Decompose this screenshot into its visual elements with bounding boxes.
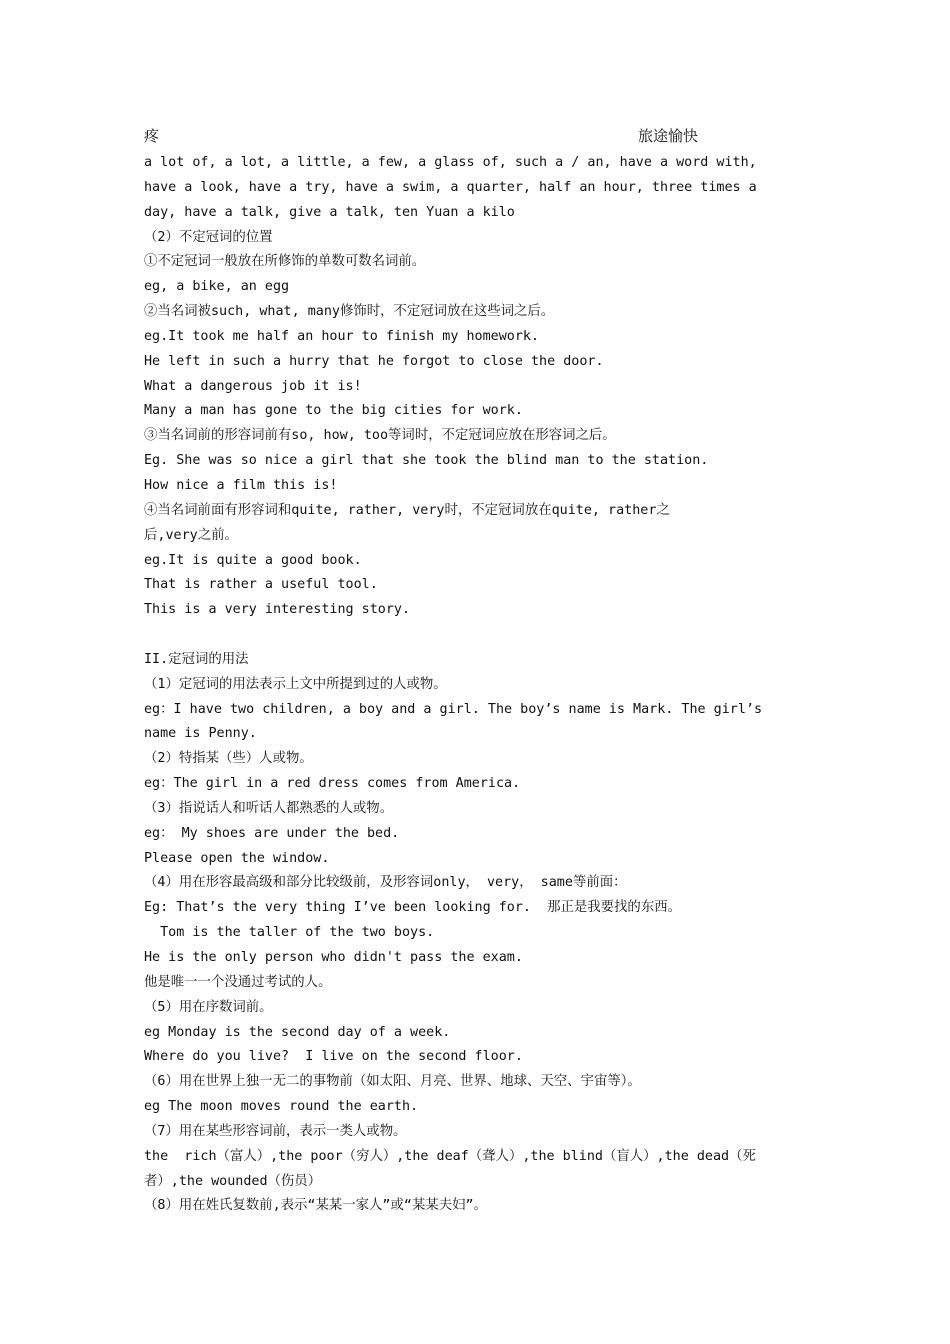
subsection-heading: （2）特指某（些）人或物。 bbox=[144, 751, 313, 767]
example-line: eg Monday is the second day of a week. bbox=[144, 1024, 451, 1040]
example-line: This is a very interesting story. bbox=[144, 602, 411, 618]
example-line: Where do you live? I live on the second floor. bbox=[144, 1049, 523, 1065]
text-line: ②当名词被such, what, many修饰时，不定冠词放在这些词之后。 bbox=[144, 304, 555, 320]
example-line: Eg. She was so nice a girl that she took the blind man to the station. bbox=[144, 453, 709, 469]
example-line: eg：The girl in a red dress comes from America. bbox=[144, 776, 521, 792]
example-line: He left in such a hurry that he forgot to close the door. bbox=[144, 353, 604, 369]
subsection-heading: （7）用在某些形容词前，表示一类人或物。 bbox=[144, 1123, 407, 1139]
example-line: How nice a film this is! bbox=[144, 477, 338, 493]
subsection-heading: （5）用在序数词前。 bbox=[144, 999, 273, 1015]
subsection-heading: （6）用在世界上独一无二的事物前（如太阳、月亮、世界、地球、天空、宇宙等）。 bbox=[144, 1074, 641, 1090]
subsection-heading: （8）用在姓氏复数前,表示“某某一家人”或“某某夫妇”。 bbox=[144, 1198, 487, 1214]
example-line: eg：I have two children, a boy and a girl. The boy’s name is Mark. The girl’s bbox=[144, 701, 763, 717]
header-right-text: 旅途愉快 bbox=[638, 127, 699, 145]
text-line: a lot of, a lot, a little, a few, a glass of, such a / an, have a word with, bbox=[144, 155, 757, 170]
text-line: ①不定冠词一般放在所修饰的单数可数名词前。 bbox=[144, 254, 426, 270]
example-line: He is the only person who didn't pass the exam. bbox=[144, 950, 523, 965]
translation-line: 他是唯一一个没通过考试的人。 bbox=[144, 974, 332, 990]
example-line: name is Penny. bbox=[144, 726, 257, 742]
example-line: What a dangerous job it is! bbox=[144, 378, 362, 394]
text-line: have a look, have a try, have a swim, a quarter, half an hour, three times a bbox=[144, 179, 757, 195]
subsection-heading: （1）定冠词的用法表示上文中所提到过的人或物。 bbox=[144, 676, 447, 692]
example-line: eg.It is quite a good book. bbox=[144, 552, 362, 568]
text-line: 后,very之前。 bbox=[144, 527, 238, 543]
example-line: That is rather a useful tool. bbox=[144, 577, 378, 593]
example-line: Please open the window. bbox=[144, 850, 330, 866]
example-line: eg The moon moves round the earth. bbox=[144, 1099, 419, 1115]
section-heading: II.定冠词的用法 bbox=[144, 651, 249, 667]
document-body bbox=[144, 151, 824, 1219]
text-line: day, have a talk, give a talk, ten Yuan a kilo bbox=[144, 204, 515, 220]
example-line: Tom is the taller of the two boys. bbox=[144, 925, 435, 941]
text-line: ③当名词前的形容词前有so, how, too等词时，不定冠词应放在形容词之后。 bbox=[144, 428, 616, 444]
example-line: Eg: That’s the very thing I’ve been looking for. 那正是我要找的东西。 bbox=[144, 900, 681, 916]
example-line: the rich（富人）,the poor（穷人）,the deaf（聋人）,the blind（盲人）,the dead（死 bbox=[144, 1148, 756, 1164]
header-left-text: 疼 bbox=[144, 127, 160, 145]
example-line: eg.It took me half an hour to finish my homework. bbox=[144, 328, 540, 344]
subsection-heading: （4）用在形容最高级和部分比较级前，及形容词only， very， same等前面： bbox=[144, 875, 627, 891]
example-line: 者）,the wounded（伤员） bbox=[144, 1173, 322, 1189]
blank-line bbox=[144, 623, 824, 648]
text-line: ④当名词前面有形容词和quite, rather, very时，不定冠词放在quite, rather之 bbox=[144, 502, 670, 518]
example-line: eg, a bike, an egg bbox=[144, 279, 290, 295]
example-line: Many a man has gone to the big cities for work. bbox=[144, 403, 523, 419]
example-line: eg： My shoes are under the bed. bbox=[144, 825, 400, 841]
section-heading: （2）不定冠词的位置 bbox=[144, 229, 273, 245]
subsection-heading: （3）指说话人和听话人都熟悉的人或物。 bbox=[144, 800, 394, 816]
